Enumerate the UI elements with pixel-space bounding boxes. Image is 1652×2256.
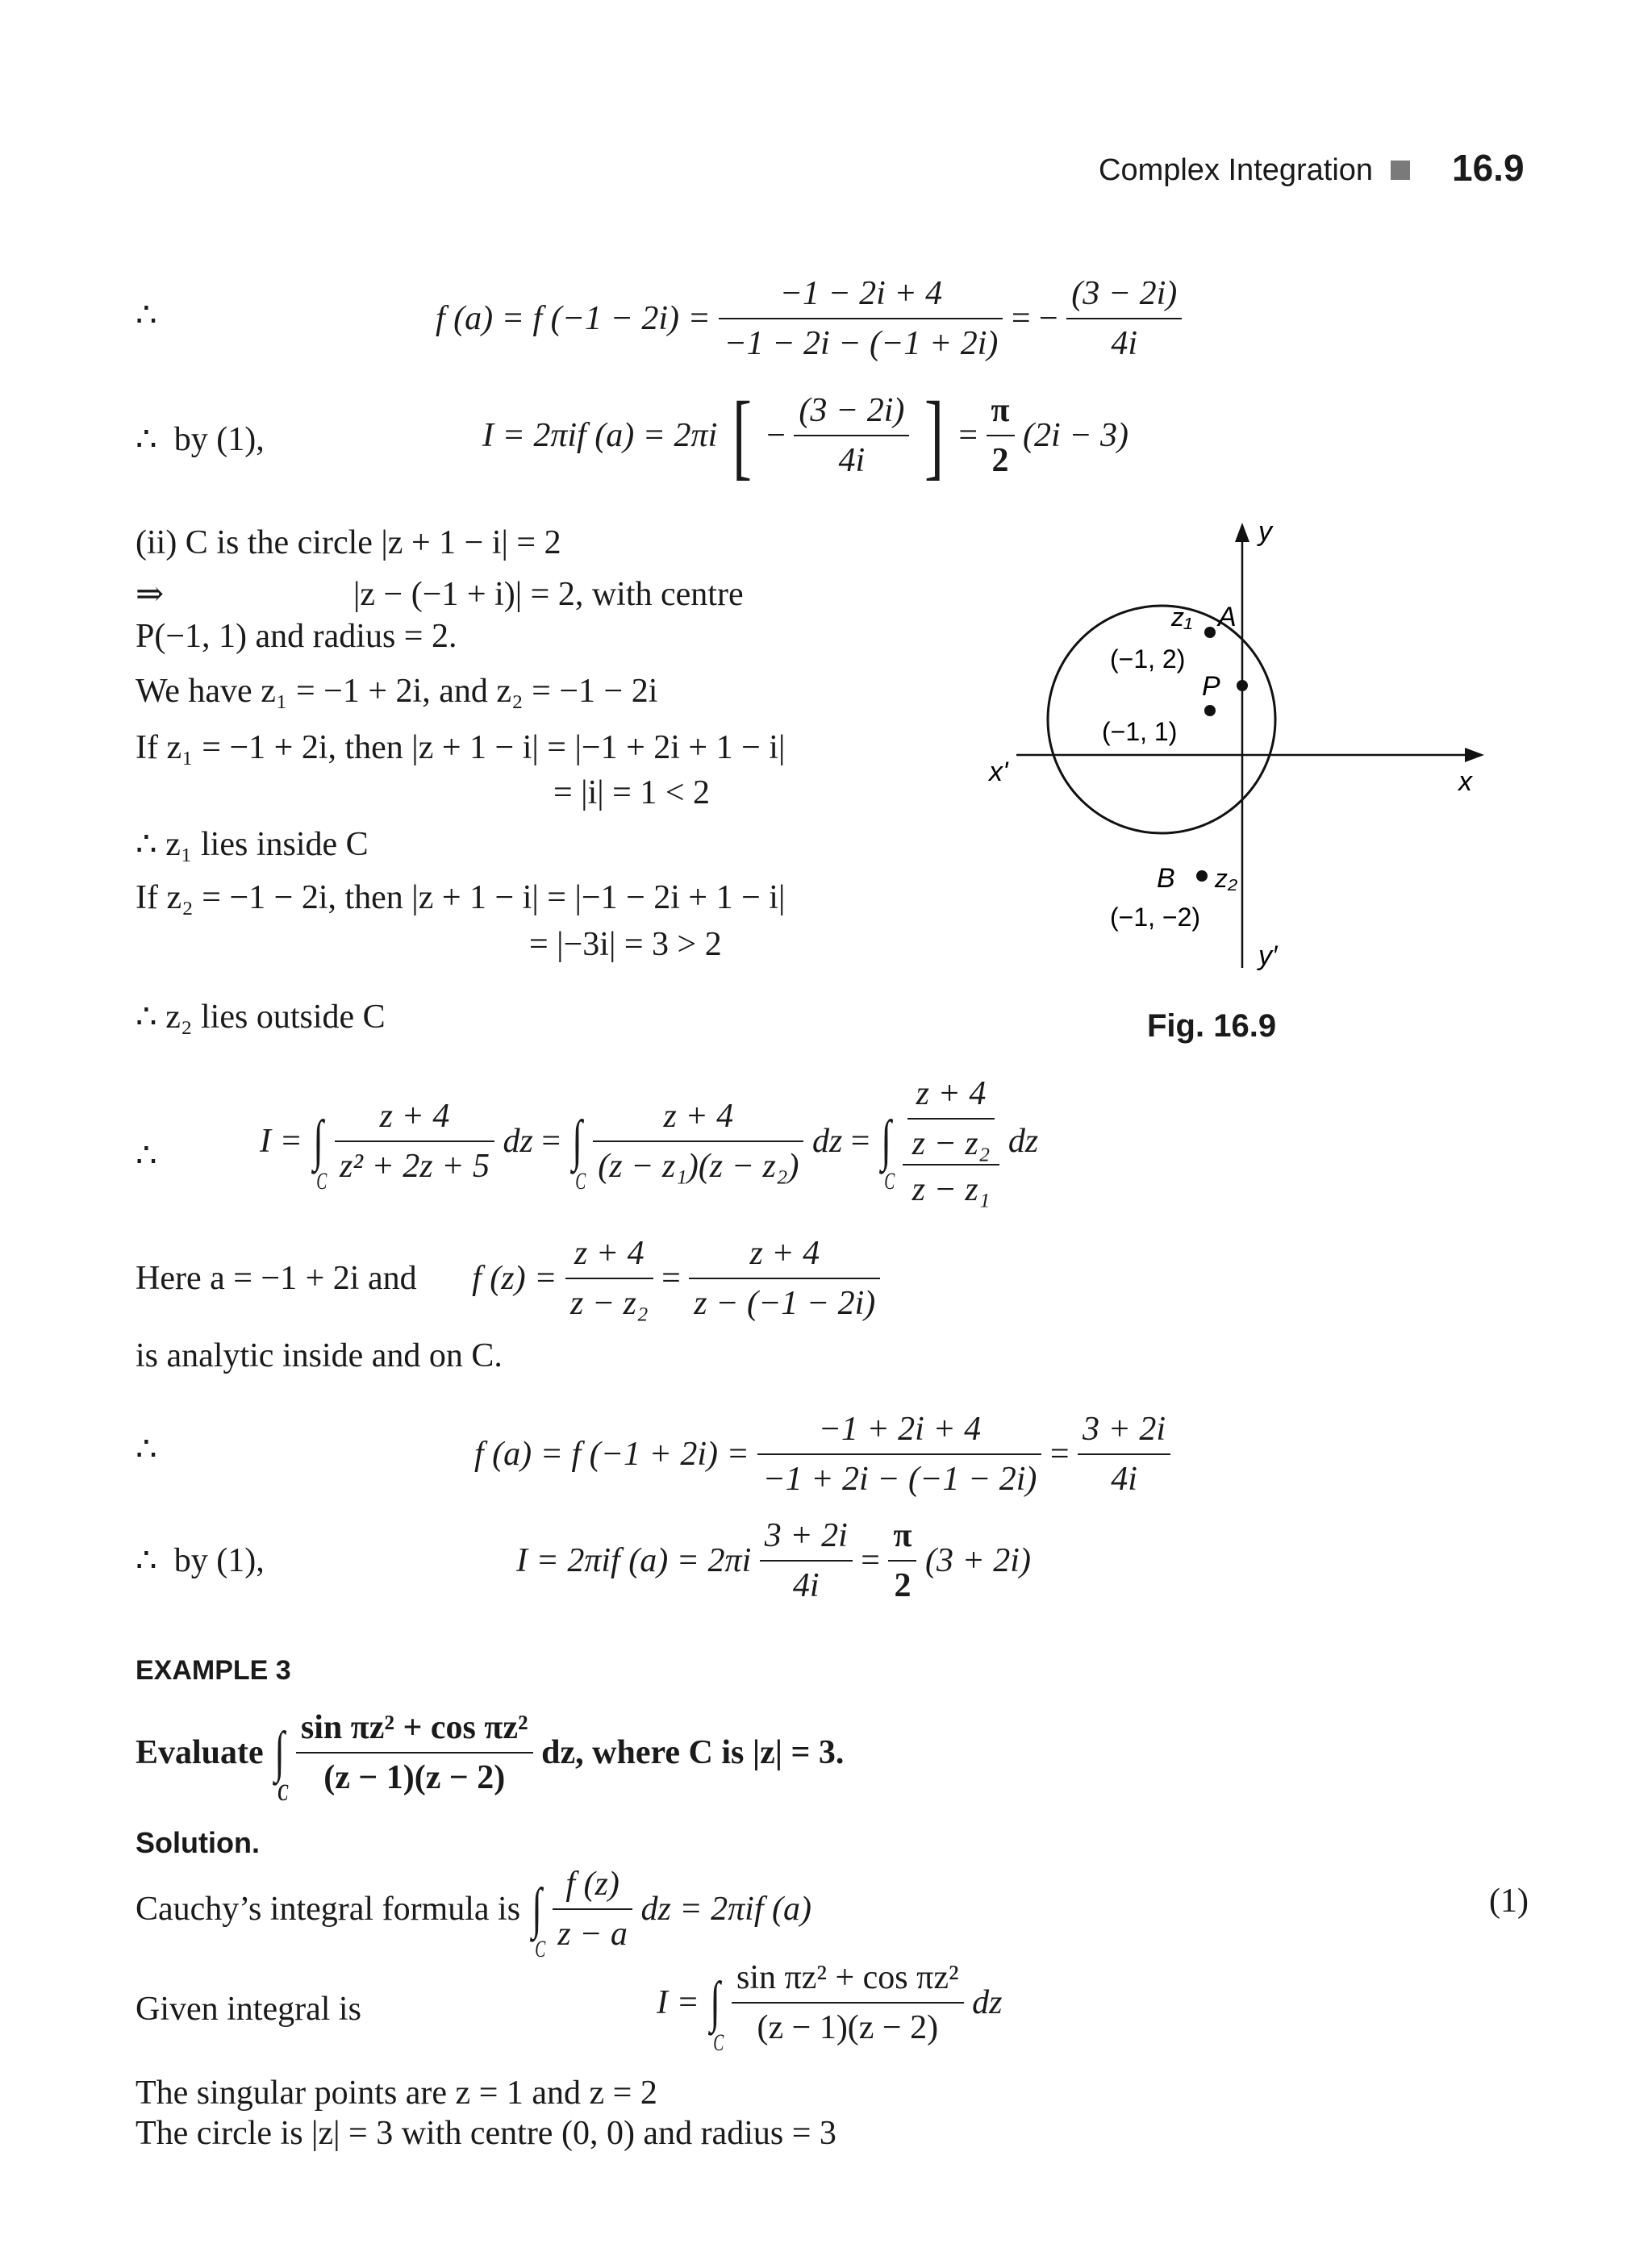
integral-sub: C bbox=[713, 2029, 724, 2057]
eq-7-eq: = bbox=[861, 1542, 880, 1580]
label-B: B bbox=[1157, 863, 1175, 894]
equation-number: (1) bbox=[1489, 1883, 1529, 1920]
para-centre-eq: |z − (−1 + i)| = 2, with centre bbox=[353, 576, 744, 613]
label-x: x bbox=[1458, 766, 1472, 797]
eq-3-mid3: z − z₂ bbox=[912, 1125, 991, 1163]
label-y: y bbox=[1258, 516, 1272, 547]
example-tail: dz, where C is |z| = 3. bbox=[541, 1734, 845, 1772]
eq-3-frac3 bbox=[903, 1074, 1000, 1209]
given-frac bbox=[732, 1958, 964, 2048]
solution-label: Solution. bbox=[136, 1826, 260, 1859]
eq-6-lhs: f (a) = f (−1 + 2i) = bbox=[474, 1436, 749, 1474]
eq-7-frac bbox=[760, 1516, 853, 1606]
eq-4-frac2 bbox=[689, 1234, 880, 1324]
eq-1-lhs: f (a) = f (−1 − 2i) = bbox=[436, 300, 711, 338]
point-y-intercept bbox=[1237, 680, 1248, 691]
left-bracket: [ bbox=[732, 382, 752, 489]
eq-2-den: 4i bbox=[838, 442, 866, 479]
given-lead: Given integral is bbox=[136, 1991, 361, 2028]
label-x-neg: x' bbox=[989, 757, 1008, 787]
by-1-text: by (1), bbox=[173, 421, 265, 458]
example-heading: EXAMPLE 3 bbox=[136, 1655, 291, 1686]
integral-sub: C bbox=[884, 1168, 895, 1195]
header-square-icon bbox=[1391, 161, 1410, 180]
eq-6-frac2 bbox=[1078, 1410, 1170, 1499]
label-A: A bbox=[1218, 602, 1237, 632]
eq-3-dz1: dz bbox=[503, 1123, 533, 1161]
para-if-z1: If z₁ = −1 + 2i, then |z + 1 − i| = |−1 + 2i + 1 − i| bbox=[136, 729, 786, 766]
integral-sign: ∫ C bbox=[313, 1110, 327, 1195]
integral-sign: ∫ C bbox=[274, 1721, 289, 1807]
eq-3-den2: (z − z₁)(z − z₂) bbox=[598, 1148, 799, 1186]
para-we-have: We have z₁ = −1 + 2i, and z₂ = −1 − 2i bbox=[136, 673, 658, 710]
integral-sign: ∫ C bbox=[710, 1971, 724, 2057]
example-frac bbox=[296, 1708, 533, 1798]
label-P-coord: (−1, 1) bbox=[1102, 717, 1178, 746]
eq-line-1 bbox=[436, 274, 1182, 364]
eq-7-pi: π bbox=[888, 1516, 916, 1562]
eq-3-den3: z − z₁ bbox=[903, 1164, 1000, 1209]
label-y-neg: y′ bbox=[1258, 940, 1278, 971]
cauchy-den: z − a bbox=[557, 1916, 628, 1954]
figure-circle-diagram bbox=[968, 516, 1516, 1032]
cauchy-num: f (z) bbox=[553, 1865, 632, 1910]
eq-1-frac bbox=[719, 274, 1003, 364]
singular-points: The singular points are z = 1 and z = 2 bbox=[136, 2075, 657, 2112]
eq-2-pi: π bbox=[987, 391, 1015, 436]
example-evaluate: Evaluate bbox=[136, 1734, 264, 1772]
given-num: sin πz² + cos πz² bbox=[732, 1958, 964, 2004]
eq-3-inner-frac bbox=[907, 1074, 995, 1164]
eq-1-den2: 4i bbox=[1111, 325, 1138, 363]
label-z2: z₂ bbox=[1215, 864, 1238, 893]
eq-1-num: −1 − 2i + 4 bbox=[719, 274, 1003, 319]
eq-3-top3: z + 4 bbox=[907, 1074, 995, 1120]
eq-3-dz3: dz bbox=[1007, 1123, 1039, 1161]
given-tail: dz bbox=[972, 1984, 1003, 2022]
eq-6-frac bbox=[757, 1410, 1041, 1499]
integral-sub: C bbox=[574, 1168, 586, 1195]
para-ii-circle: (ii) C is the circle |z + 1 − i| = 2 bbox=[136, 524, 561, 561]
eq-4-num1: z + 4 bbox=[565, 1234, 653, 1279]
eq-7-den: 4i bbox=[792, 1567, 820, 1605]
therefore-symbol: ∴ bbox=[136, 297, 157, 334]
x-axis-arrow-icon bbox=[1465, 748, 1484, 762]
eq-4-lead: Here a = −1 + 2i and bbox=[136, 1260, 417, 1298]
example-statement bbox=[136, 1708, 845, 1807]
eq-4-eq: = bbox=[661, 1260, 681, 1298]
eq-6-den: −1 + 2i − (−1 − 2i) bbox=[762, 1461, 1037, 1499]
para-z2-outside: ∴ z₂ lies outside C bbox=[136, 999, 386, 1036]
eq-2-frac bbox=[794, 391, 909, 481]
label-z1-coord: (−1, 2) bbox=[1110, 644, 1186, 673]
eq-6-num2: 3 + 2i bbox=[1078, 1410, 1170, 1455]
para-z1-inside: ∴ z₁ lies inside C bbox=[136, 826, 369, 863]
cauchy-frac bbox=[553, 1865, 632, 1954]
integral-sub: C bbox=[316, 1168, 327, 1195]
eq-line-6 bbox=[474, 1410, 1170, 1499]
eq-6-eq: = bbox=[1049, 1436, 1070, 1474]
by-1-text: by (1), bbox=[173, 1542, 265, 1579]
eq-3-frac2 bbox=[593, 1097, 803, 1186]
point-B bbox=[1196, 870, 1208, 882]
page-number: 16.9 bbox=[1452, 147, 1525, 189]
para-centre-radius: P(−1, 1) and radius = 2. bbox=[136, 618, 457, 655]
eq-2-eq: = bbox=[958, 417, 978, 454]
given-lhs: I = bbox=[657, 1984, 699, 2022]
para-z2-result: = |−3i| = 3 > 2 bbox=[529, 926, 722, 963]
eq-4-num2: z + 4 bbox=[689, 1234, 880, 1279]
eq-4-den1: z − z₂ bbox=[569, 1285, 649, 1323]
eq-7-num: 3 + 2i bbox=[760, 1516, 853, 1562]
therefore-symbol: ∴ bbox=[136, 1542, 157, 1579]
figure-caption: Fig. 16.9 bbox=[1147, 1008, 1277, 1044]
eq-6-num: −1 + 2i + 4 bbox=[757, 1410, 1041, 1455]
point-A bbox=[1204, 627, 1216, 638]
eq-line-2 bbox=[482, 382, 1129, 489]
eq-2-two: 2 bbox=[991, 442, 1009, 479]
eq-4-frac1 bbox=[565, 1234, 653, 1324]
eq-1-num2: (3 − 2i) bbox=[1066, 274, 1182, 319]
cauchy-tail: dz = 2πif (a) bbox=[640, 1891, 811, 1929]
eq-7-lhs: I = 2πif (a) = 2πi bbox=[516, 1542, 752, 1580]
eq-3-dz2: dz bbox=[811, 1123, 843, 1161]
eq-7-pi-frac bbox=[888, 1516, 916, 1606]
by-1-label bbox=[136, 423, 265, 457]
eq-2-sign: − bbox=[766, 417, 786, 454]
circle-statement: The circle is |z| = 3 with centre (0, 0) and radius = 3 bbox=[136, 2115, 836, 2152]
para-z1-result: = |i| = 1 < 2 bbox=[553, 774, 711, 811]
para-analytic: is analytic inside and on C. bbox=[136, 1337, 503, 1374]
eq-4-f: f (z) = bbox=[472, 1260, 557, 1298]
eq-3-num1: z + 4 bbox=[335, 1097, 494, 1142]
label-z2-coord: (−1, −2) bbox=[1110, 903, 1201, 932]
eq-line-7 bbox=[516, 1516, 1031, 1606]
eq-2-lhs: I = 2πif (a) = 2πi bbox=[482, 417, 718, 454]
by-1-label-2 bbox=[136, 1544, 265, 1578]
eq-6-den2: 4i bbox=[1111, 1461, 1137, 1499]
eq-7-tail: (3 + 2i) bbox=[924, 1542, 1031, 1580]
eq-2-pi-frac bbox=[987, 391, 1015, 481]
therefore-symbol: ∴ bbox=[136, 421, 157, 458]
therefore-symbol: ∴ bbox=[136, 1137, 157, 1174]
cauchy-lead: Cauchy’s integral formula is bbox=[136, 1891, 521, 1929]
point-P bbox=[1204, 705, 1216, 716]
eq-line-4 bbox=[136, 1234, 880, 1324]
eq-4-den2: z − (−1 − 2i) bbox=[694, 1285, 876, 1323]
therefore-symbol: ∴ bbox=[136, 1431, 157, 1468]
eq-line-3 bbox=[260, 1074, 1038, 1209]
eq-2-num: (3 − 2i) bbox=[794, 391, 909, 436]
eq-3-frac3-num bbox=[903, 1074, 1000, 1164]
given-den: (z − 1)(z − 2) bbox=[757, 2009, 939, 2047]
integral-sub: C bbox=[534, 1936, 545, 1963]
implies-symbol: ⇒ bbox=[136, 576, 165, 613]
running-header-section: Complex Integration bbox=[1099, 153, 1374, 187]
integral-sub: C bbox=[277, 1779, 289, 1807]
right-bracket: ] bbox=[924, 382, 944, 489]
example-num: sin πz² + cos πz² bbox=[296, 1708, 533, 1754]
eq-3-lhs: I = bbox=[260, 1123, 302, 1161]
eq-3-eq2: = bbox=[850, 1123, 870, 1161]
integral-sign: ∫ C bbox=[881, 1110, 895, 1195]
eq-3-den1: z² + 2z + 5 bbox=[340, 1148, 490, 1186]
eq-3-eq1: = bbox=[541, 1123, 561, 1161]
eq-7-two: 2 bbox=[894, 1567, 912, 1605]
cauchy-formula-line bbox=[136, 1865, 811, 1963]
eq-3-frac1 bbox=[335, 1097, 494, 1186]
label-P: P bbox=[1202, 671, 1220, 702]
y-axis-arrow-icon bbox=[1235, 523, 1249, 542]
label-z1: z₁ bbox=[1171, 603, 1193, 632]
integral-sign: ∫ C bbox=[531, 1878, 545, 1963]
given-integral bbox=[657, 1958, 1003, 2057]
eq-1-frac2 bbox=[1066, 274, 1182, 364]
eq-2-tail: (2i − 3) bbox=[1023, 417, 1129, 454]
integral-sign: ∫ C bbox=[571, 1110, 586, 1195]
example-den: (z − 1)(z − 2) bbox=[323, 1759, 506, 1797]
eq-1-den: −1 − 2i − (−1 + 2i) bbox=[724, 325, 999, 363]
eq-1-eq: = − bbox=[1011, 300, 1058, 338]
eq-3-num2: z + 4 bbox=[593, 1097, 803, 1142]
para-if-z2: If z₂ = −1 − 2i, then |z + 1 − i| = |−1 − 2i + 1 − i| bbox=[136, 879, 786, 916]
